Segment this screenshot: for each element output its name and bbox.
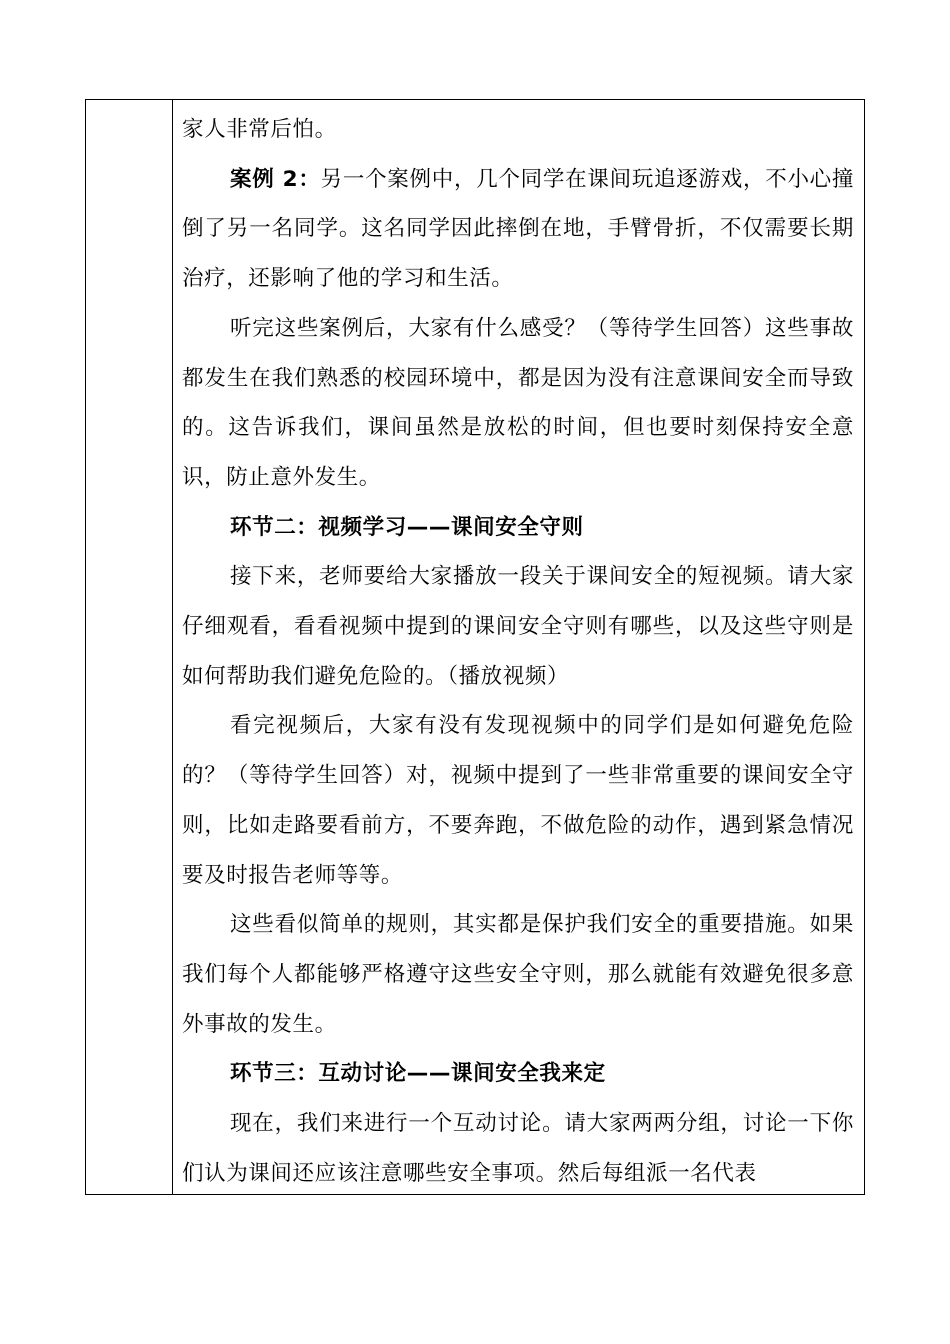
- lesson-table: [85, 99, 865, 1195]
- paragraph-continuation: 家人非常后怕。: [182, 117, 337, 142]
- section-heading-3: 环节三：互动讨论——课间安全我来定: [230, 1061, 606, 1087]
- case-label: 案例 2：: [230, 166, 321, 192]
- paragraph-reflection: 听完这些案例后，大家有什么感受？（等待学生回答）这些事故都发生在我们熟悉的校园环境中，都是因为没有注意课间安全而导致的。这告诉我们，课间虽然是放松的时间，但也要时刻保持安全意识，防止意外发生。: [182, 315, 854, 490]
- content-text: [182, 105, 854, 1194]
- content-cell: [173, 100, 864, 1194]
- paragraph-video-discussion: 看完视频后，大家有没有发现视频中的同学们是如何避免危险的？（等待学生回答）对，视频中提到了一些非常重要的课间安全守则，比如走路要看前方，不要奔跑，不做危险的动作，遇到紧急情况要及时报告老师等等。: [182, 713, 854, 888]
- left-column-cell: [86, 100, 173, 1194]
- paragraph-interactive-discussion: 现在，我们来进行一个互动讨论。请大家两两分组，讨论一下你们认为课间还应该注意哪些安全事项。然后每组派一名代表: [182, 1111, 854, 1186]
- paragraph-rules-summary: 这些看似简单的规则，其实都是保护我们安全的重要措施。如果我们每个人都能够严格遵守这些安全守则，那么就能有效避免很多意外事故的发生。: [182, 912, 854, 1037]
- paragraph-video-intro: 接下来，老师要给大家播放一段关于课间安全的短视频。请大家仔细观看，看看视频中提到的课间安全守则有哪些，以及这些守则是如何帮助我们避免危险的。（播放视频）: [182, 564, 854, 689]
- paragraph-case-2: 案例 2：另一个案例中，几个同学在课间玩追逐游戏，不小心撞倒了另一名同学。这名同学因此摔倒在地，手臂骨折，不仅需要长期治疗，还影响了他的学习和生活。: [182, 166, 855, 292]
- section-heading-2: 环节二：视频学习——课间安全守则: [230, 514, 584, 540]
